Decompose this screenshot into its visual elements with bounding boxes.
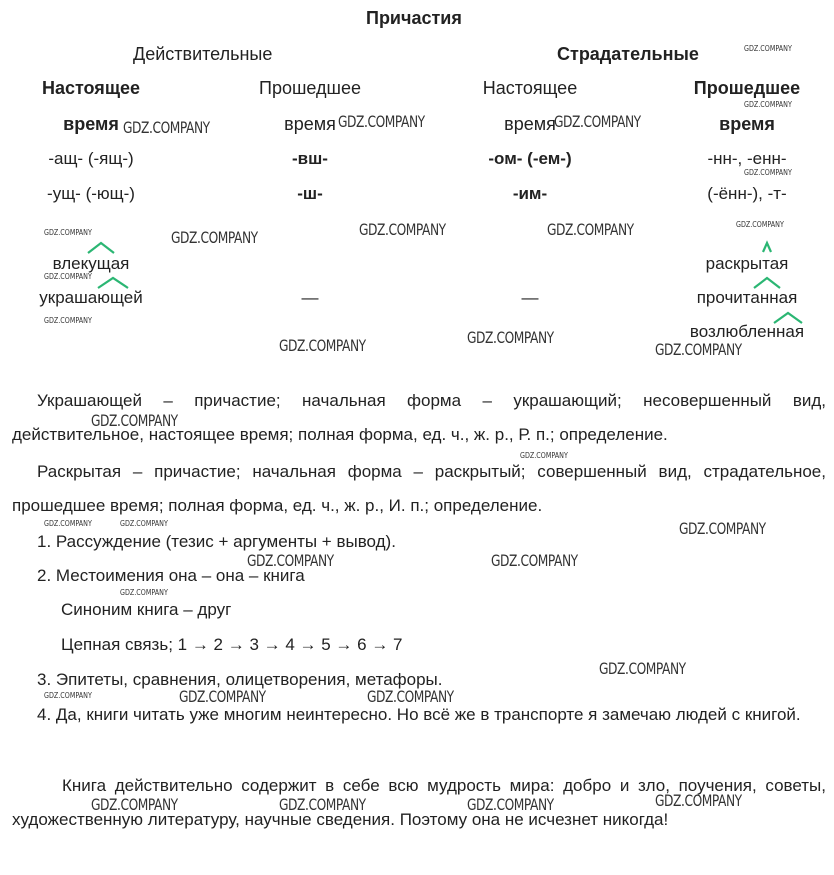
watermark-small: GDZ.COMPANY [120, 519, 168, 528]
watermark: GDZ.COMPANY [179, 687, 266, 706]
suffix-mark-icon [86, 240, 116, 254]
col2-head: Прошедшее [259, 78, 361, 98]
list-item-2-synonym: Синоним книга – друг [61, 600, 232, 619]
col4-head: Прошедшее [693, 78, 801, 98]
watermark-small: GDZ.COMPANY [44, 519, 92, 528]
suffix-mark-icon [752, 275, 782, 289]
passive-heading: Страдательные [557, 44, 699, 64]
example-vlekushchaya: влекущая [52, 254, 130, 273]
col3-suffix-1: -ом- (-ем-) [488, 149, 572, 168]
col3-dash: — [521, 288, 539, 307]
watermark: GDZ.COMPANY [655, 791, 742, 810]
list-item-2-chain: Цепная связь; 1 → 2 → 3 → 4 → 5 → 6 → 7 [61, 635, 403, 654]
col4-sub: время [719, 114, 775, 134]
list-item-2: 2. Местоимения она – она – книга [37, 566, 305, 585]
col1-suffix-2: -ущ- (-ющ-) [47, 184, 135, 203]
watermark: GDZ.COMPANY [655, 340, 742, 359]
col3-head: Настоящее [482, 78, 578, 98]
watermark: GDZ.COMPANY [367, 687, 454, 706]
watermark: GDZ.COMPANY [467, 328, 554, 347]
paragraph-ukrashayushchey: Украшающей – причастие; начальная форма – украшающий; несовершенный вид, действительное, настоящее время; полная форма, ед. ч., ж. р., Р. п.; определение. [12, 391, 826, 444]
col2-suffix-1: -вш- [292, 149, 328, 168]
watermark-small: GDZ.COMPANY [736, 220, 784, 229]
watermark: GDZ.COMPANY [91, 411, 178, 430]
col3-suffix-2: -им- [512, 184, 548, 203]
col2-dash: — [301, 288, 319, 307]
watermark: GDZ.COMPANY [338, 112, 425, 131]
watermark-small: GDZ.COMPANY [44, 691, 92, 700]
watermark: GDZ.COMPANY [599, 659, 686, 678]
suffix-mark-icon [761, 240, 773, 254]
watermark-small: GDZ.COMPANY [44, 316, 92, 325]
watermark: GDZ.COMPANY [247, 551, 334, 570]
col3-sub: время [504, 114, 556, 134]
col4-suffix-1: -нн-, -енн- [707, 149, 787, 168]
example-vozlyublennaya: возлюбленная [689, 322, 805, 341]
watermark-small: GDZ.COMPANY [744, 168, 792, 177]
watermark-small: GDZ.COMPANY [744, 100, 792, 109]
col2-sub: время [284, 114, 336, 134]
watermark: GDZ.COMPANY [279, 795, 366, 814]
watermark: GDZ.COMPANY [547, 220, 634, 239]
watermark-small: GDZ.COMPANY [120, 588, 168, 597]
watermark: GDZ.COMPANY [279, 336, 366, 355]
col2-suffix-2: -ш- [297, 184, 323, 203]
col1-head: Настоящее [41, 78, 141, 98]
suffix-mark-icon [96, 275, 130, 289]
active-heading: Действительные [133, 44, 273, 64]
col1-sub: время [63, 114, 119, 134]
list-item-3: 3. Эпитеты, сравнения, олицетворения, метафоры. [37, 670, 443, 689]
watermark: GDZ.COMPANY [171, 228, 258, 247]
watermark-small: GDZ.COMPANY [44, 228, 92, 237]
watermark: GDZ.COMPANY [467, 795, 554, 814]
watermark: GDZ.COMPANY [491, 551, 578, 570]
watermark: GDZ.COMPANY [123, 118, 210, 137]
suffix-mark-icon [772, 310, 804, 324]
list-item-1: 1. Рассуждение (тезис + аргументы + вывод). [37, 532, 396, 551]
example-ukrashayushchey: украшающей [39, 288, 143, 307]
example-raskrytaya: раскрытая [705, 254, 789, 273]
list-item-5: Книга действительно содержит в себе всю мудрость мира: добро и зло, поучения, советы, художественную литературу, научные сведения. Поэтому она не исчезнет никогда! [12, 776, 826, 829]
col1-suffix-1: -ащ- (-ящ-) [48, 149, 134, 168]
watermark: GDZ.COMPANY [554, 112, 641, 131]
col4-suffix-2: (-ённ-), -т- [707, 184, 787, 203]
watermark: GDZ.COMPANY [91, 795, 178, 814]
list-item-4: 4. Да, книги читать уже многим неинтересно. Но всё же в транспорте я замечаю людей с книгой. [37, 705, 801, 724]
watermark-small: GDZ.COMPANY [744, 44, 792, 53]
watermark: GDZ.COMPANY [679, 519, 766, 538]
example-prochitannaya: прочитанная [696, 288, 798, 307]
watermark-small: GDZ.COMPANY [44, 272, 92, 281]
watermark-small: GDZ.COMPANY [520, 451, 568, 460]
paragraph-raskrytaya: Раскрытая – причастие; начальная форма – раскрытый; совершенный вид, страдательное, прошедшее время; полная форма, ед. ч., ж. р., И. п.; определение. [12, 462, 826, 515]
page-title: Причастия [366, 8, 462, 28]
watermark: GDZ.COMPANY [359, 220, 446, 239]
